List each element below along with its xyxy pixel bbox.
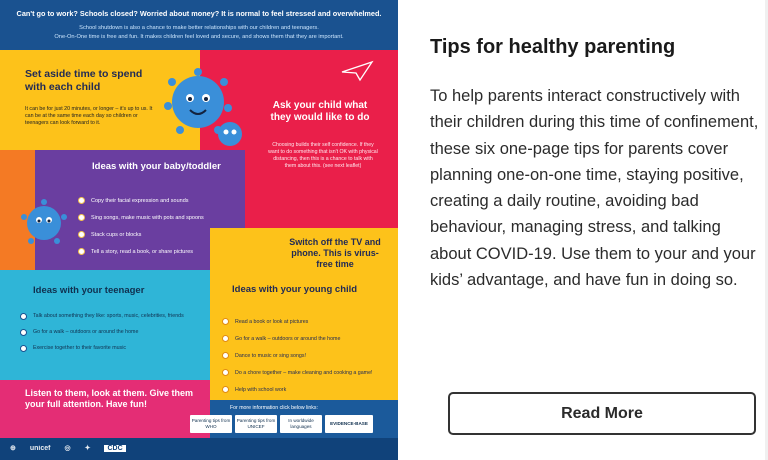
ask-child-text: Choosing builds their self confidence. If they want to do something that isn't OK with physical distancing, then this is a chance to talk with them about this. (see next leaflet)	[268, 142, 378, 169]
bullet-icon	[20, 313, 27, 320]
article-description: To help parents interact constructively with their children during this time of confinement, these six one-page tips for parents cover planning one-on-one time, staying positive, creating a daily routine, avoiding bad behaviour, managing stress, and talking about COVID-19. Use them to your and your kids’ advantage, and have fun in doing so.	[430, 87, 759, 290]
globe-logo-icon: ◎	[64, 445, 71, 452]
bullet-icon	[20, 329, 27, 336]
bullet-icon	[222, 318, 229, 325]
virus-character-icon	[160, 62, 250, 152]
small-virus-character-icon	[16, 195, 72, 251]
header-line-2: School shutdown is also a chance to make better relationships with our children and teenagers.	[79, 25, 319, 31]
languages-link[interactable]: In worldwide languages	[280, 415, 322, 433]
switch-off-tv-heading: Switch off the TV and phone. This is virus-free time	[289, 237, 381, 269]
set-aside-heading: Set aside time to spend with each child	[25, 68, 143, 93]
who-logo-icon: ⊕	[10, 445, 16, 452]
baby-ideas-list	[78, 192, 204, 260]
listen-callout: Listen to them, look at them. Give them your full attention. Have fun!	[25, 388, 194, 409]
young-child-ideas-heading: Ideas with your young child	[232, 284, 358, 295]
bullet-icon	[78, 231, 85, 238]
list-item: Read a book or look at pictures	[222, 313, 392, 330]
unicef-tips-link[interactable]: Parenting tips from UNICEF	[235, 415, 277, 433]
partner-logo-icon: ✦	[84, 445, 91, 452]
list-item: Copy their facial expression and sounds	[78, 192, 204, 209]
ask-child-heading: Ask your child what they would like to do	[270, 100, 370, 123]
teen-ideas-list	[20, 313, 200, 361]
list-item: Talk about something they like: sports, music, celebrities, friends	[20, 313, 200, 320]
read-more-button[interactable]: Read More	[448, 392, 756, 435]
partner-logos	[10, 444, 126, 452]
link-buttons	[190, 415, 373, 433]
list-item: Stack cups or blocks	[78, 226, 204, 243]
young-child-ideas-list	[222, 313, 392, 398]
list-item: Do a chore together – make cleaning and cooking a game!	[222, 364, 392, 381]
bullet-icon	[222, 335, 229, 342]
more-info-label: For more information click below links:	[230, 405, 318, 411]
bullet-icon	[222, 352, 229, 359]
bullet-icon	[78, 197, 85, 204]
who-tips-link[interactable]: Parenting tips from WHO	[190, 415, 232, 433]
bullet-icon	[78, 248, 85, 255]
unicef-logo: unicef	[29, 444, 51, 452]
baby-ideas-heading: Ideas with your baby/toddler	[92, 161, 221, 172]
list-item: Go for a walk – outdoors or around the home	[20, 329, 200, 336]
list-item: Exercise together to their favorite music	[20, 345, 200, 352]
evidence-base-link[interactable]: EVIDENCE-BASE	[325, 415, 373, 433]
list-item: Dance to music or sing songs!	[222, 347, 392, 364]
header-line-3: One-On-One time is free and fun. It makes children feel loved and secure, and shows them that they are important.	[54, 34, 344, 40]
list-item: Help with school work	[222, 381, 392, 398]
header-line-1: Can't go to work? Schools closed? Worried about money? It is normal to feel stressed and overwhelmed.	[16, 9, 382, 18]
teen-ideas-heading: Ideas with your teenager	[33, 285, 145, 296]
bullet-icon	[222, 369, 229, 376]
set-aside-text: It can be for just 20 minutes, or longer – it's up to us. It can be at the same time each day so children or teenagers can look forward to it.	[25, 106, 153, 127]
list-item: Go for a walk – outdoors or around the home	[222, 330, 392, 347]
paper-plane-icon	[340, 60, 374, 82]
cdc-logo: CDC	[104, 445, 125, 452]
list-item: Sing songs, make music with pots and spoons	[78, 209, 204, 226]
article-title: Tips for healthy parenting	[430, 36, 676, 58]
bullet-icon	[20, 345, 27, 352]
list-item: Tell a story, read a book, or share pictures	[78, 243, 204, 260]
bullet-icon	[222, 386, 229, 393]
bullet-icon	[78, 214, 85, 221]
